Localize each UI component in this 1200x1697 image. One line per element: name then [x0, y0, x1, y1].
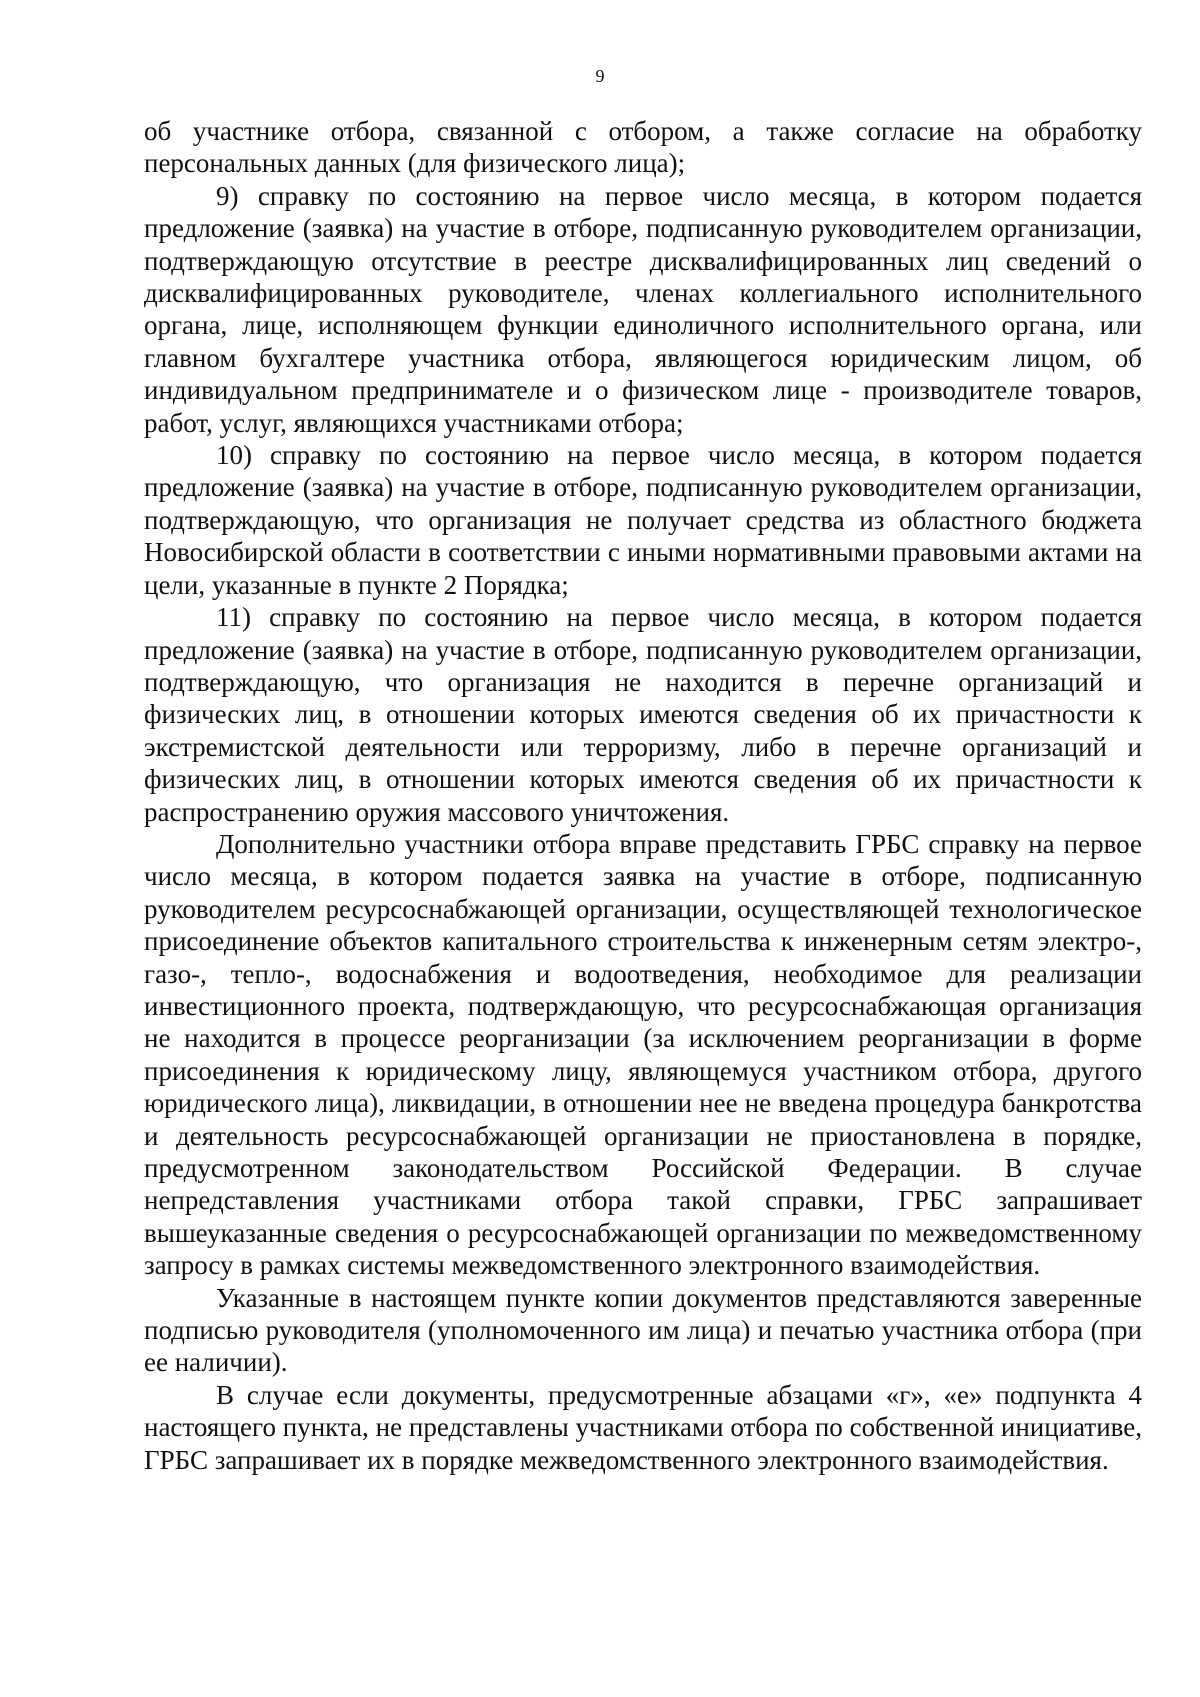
- document-body: [144, 115, 1142, 1476]
- paragraph-copies-certification: Указанные в настоящем пункте копии документов представляются заверенные подписью руководителя (уполномоченного им лица) и печатью участника отбора (при ее наличии).: [144, 1282, 1142, 1378]
- paragraph-additional-certificate: Дополнительно участники отбора вправе представить ГРБС справку на первое число месяца, в котором подается заявка на участие в отборе, подписанную руководителем ресурсоснабжающей организации, осуществляющей технологическое присоединение объектов капитального строительства к инженерным сетям электро-, газо-, тепло-, водоснабжения и водоотведения, необходимое для реализации инвестиционного проекта, подтверждающую, что ресурсоснабжающая организация не находится в процессе реорганизации (за исключением реорганизации в форме присоединения к юридическому лицу, являющемуся участником отбора, другого юридического лица), ликвидации, в отношении нее не введена процедура банкротства и деятельность ресурсоснабжающей организации не приостановлена в порядке, предусмотренном законодательством Российской Федерации. В случае непредставления участниками отбора такой справки, ГРБС запрашивает вышеуказанные сведения о ресурсоснабжающей организации по межведомственному запросу в рамках системы межведомственного электронного взаимодействия.: [144, 828, 1142, 1281]
- paragraph-item-9: 9) справку по состоянию на первое число месяца, в котором подается предложение (заявка) на участие в отборе, подписанную руководителем организации, подтверждающую отсутствие в реестре дисквалифицированных лиц сведений о дисквалифицированных руководителе, членах коллегиального исполнительного органа, лице, исполняющем функции единоличного исполнительного органа, или главном бухгалтере участника отбора, являющегося юридическим лицом, об индивидуальном предпринимателе и о физическом лице - производителе товаров, работ, услуг, являющихся участниками отбора;: [144, 180, 1142, 438]
- paragraph-item-10: 10) справку по состоянию на первое число месяца, в котором подается предложение (заявка) на участие в отборе, подписанную руководителем организации, подтверждающую, что организация не получает средства из областного бюджета Новосибирской области в соответствии с иными нормативными правовыми актами на цели, указанные в пункте 2 Порядка;: [144, 440, 1142, 600]
- paragraph-continuation: об участнике отбора, связанной с отбором, а также согласие на обработку персональных данных (для физического лица);: [144, 116, 1142, 179]
- page-number: 9: [595, 66, 605, 86]
- paragraph-item-11: 11) справку по состоянию на первое число месяца, в котором подается предложение (заявка) на участие в отборе, подписанную руководителем организации, подтверждающую, что организация не находится в перечне организаций и физических лиц, в отношении которых имеются сведения об их причастности к экстремистской деятельности или терроризму, либо в перечне организаций и физических лиц, в отношении которых имеются сведения об их причастности к распространению оружия массового уничтожения.: [144, 602, 1142, 827]
- paragraph-interagency-request: В случае если документы, предусмотренные абзацами «г», «е» подпункта 4 настоящего пункта, не представлены участниками отбора по собственной инициативе, ГРБС запрашивает их в порядке межведомственного электронного взаимодействия.: [144, 1379, 1142, 1475]
